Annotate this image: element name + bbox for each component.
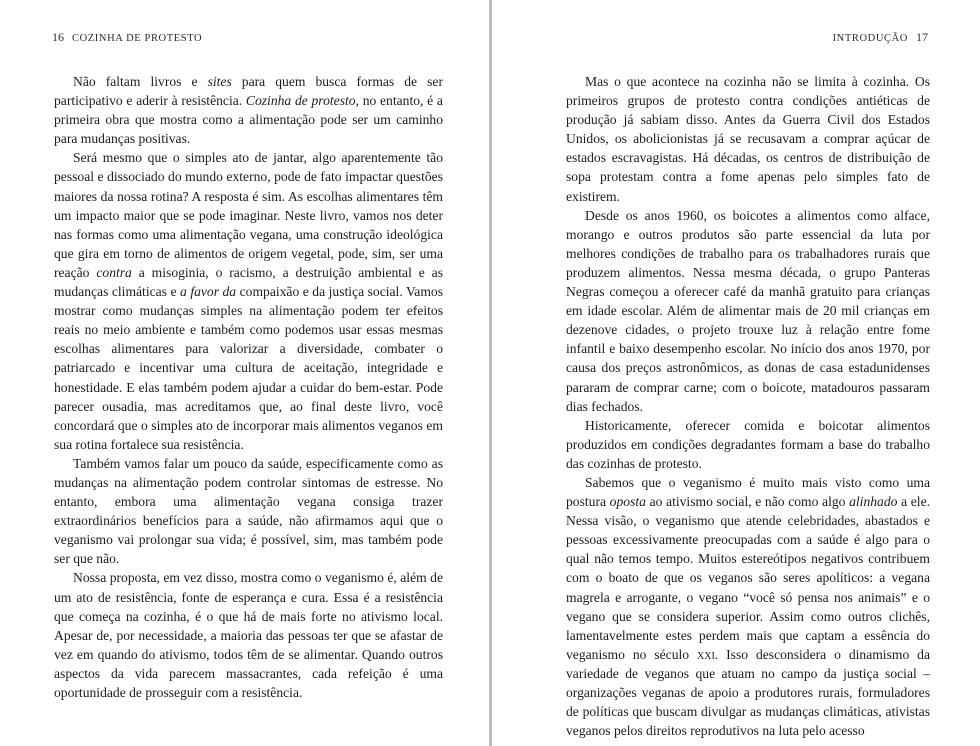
- left-page: [0, 0, 489, 746]
- paragraph: [54, 72, 443, 148]
- text-run: Sabemos que o veganismo é muito mais visto como uma postura: [566, 474, 930, 510]
- emphasis-text: alinhado: [849, 494, 898, 510]
- running-head-title-left: COZINHA DE PROTESTO: [72, 33, 203, 44]
- paragraph: [566, 72, 930, 206]
- text-run: Mas o que acontece na cozinha não se limita à cozinha. Os primeiros grupos de protesto contra condições antiéticas de produção já sabiam disso. Antes da Guerra Civil dos Estados Unidos, os abolicionistas já se recusavam a comprar açúcar de estados escravagistas. Há décadas, os centros de distribuição de sopa protestam contra a fome apenas pelo simples fato de existirem.: [566, 74, 930, 204]
- body-text-left: [54, 72, 443, 702]
- paragraph: [566, 206, 930, 416]
- page-number-right: 17: [916, 30, 928, 44]
- emphasis-text: oposta: [609, 494, 646, 510]
- text-run: a misoginia, o racismo, a destruição ambiental e as mudanças climáticas e: [54, 264, 444, 300]
- paragraph: [54, 568, 443, 702]
- emphasis-text: sites: [207, 74, 232, 89]
- body-text-right: [566, 72, 930, 740]
- right-page: [492, 0, 980, 746]
- text-run: , no entanto, é a primeira obra que mostra como a alimentação pode ser um caminho para mudanças positivas.: [54, 93, 443, 147]
- running-head-right: [833, 30, 928, 45]
- text-run: para quem busca formas de ser participativo e aderir à resistência.: [54, 74, 443, 109]
- text-run: . Isso desconsidera o dinamismo da variedade de veganos que atuam no campo da justiça social – organizações veganas de apoio a produtores rurais, formuladores de políticas que buscam divulgar as mudanças climáticas, ativistas veganos pelos direitos reprodutivos na luta pelo acesso: [566, 646, 930, 739]
- emphasis-text: a favor da: [180, 284, 237, 300]
- text-run: ao ativismo social, e não como algo: [645, 494, 850, 510]
- text-run: Não faltam livros e: [73, 74, 208, 89]
- text-run: Também vamos falar um pouco da saúde, especificamente como as mudanças na alimentação podem controlar sintomas de estresse. No entanto, embora uma alimentação vegana consiga trazer extraordinários benefícios para a saúde, não afirmamos aqui que o veganismo vai prolongar sua vida; é possível, sim, mas também pode ser que não.: [54, 455, 443, 567]
- text-run: xxi: [697, 646, 715, 662]
- paragraph: [54, 148, 443, 454]
- paragraph: [566, 416, 930, 473]
- emphasis-text: contra: [96, 264, 132, 280]
- running-head-title-right: INTRODUÇÃO: [832, 33, 908, 44]
- text-run: a ele. Nessa visão, o veganismo que atende celebridades, abastados e pessoas excessivamente preocupadas com a saúde é algo para o qual não temos tempo. Muitos estereótipos negativos contribuem com o boato de que os veganos são seres apolíticos: a vegana magrela e arrogante, o vegano “você só pensa nos animais” e o vegano que se considera superior. Assim como outros clichês, lamentavelmente estes perdem mais que captam a essência do veganismo no século: [566, 494, 930, 662]
- text-run: Historicamente, oferecer comida e boicotar alimentos produzidos em condições degradantes formam a base do trabalho das cozinhas de protesto.: [566, 417, 930, 471]
- paragraph: [566, 473, 930, 740]
- text-run: Será mesmo que o simples ato de jantar, algo aparentemente tão pessoal e dissociado do mundo externo, pode de fato impactar questões maiores da nossa rotina? A resposta é sim. As escolhas alimentares têm um impacto maior que se pode imaginar. Neste livro, vamos nos deter nas formas como uma alimentação vegana, uma construção ideológica que gira em torno de alimentos de origem vegetal, pode, sim, ser uma reação: [54, 150, 443, 280]
- paragraph: [54, 454, 443, 569]
- text-run: Nossa proposta, em vez disso, mostra como o veganismo é, além de um ato de resistência, fonte de esperança e cura. Essa é a resistência que começa na cozinha, é o que há de mais forte no ativismo local. Apesar de, por necessidade, a maioria das pessoas ter que se afastar de vez em quando do ativismo, todos têm de se alimentar. Quando outros aspectos da vida parecem massacrantes, cada refeição é uma oportunidade de prosseguir com a resistência.: [54, 570, 443, 700]
- emphasis-text: Cozinha de protesto: [245, 93, 356, 109]
- text-run: Desde os anos 1960, os boicotes a alimentos como alface, morango e outros produtos são parte essencial da luta por melhores condições de trabalho para os trabalhadores rurais que produzem alimentos. Nessa mesma década, o grupo Panteras Negras começou a oferecer café da manhã gratuito para crianças em idade escolar. Além de alimentar mais de 20 mil crianças em dezenove cidades, o projeto trouxe luz à relação entre fome infantil e baixo desempenho escolar. No início dos anos 1970, por causa dos preços astronômicos, as donas de casa estadunidenses pararam de comprar carne; com o boicote, matadouros passaram dias fechados.: [566, 207, 930, 414]
- page-number-left: 16: [52, 30, 64, 44]
- running-head-left: [52, 30, 202, 45]
- text-run: compaixão e da justiça social. Vamos mostrar como mudanças simples na alimentação podem ter efeitos reais no meio ambiente e também como podemos usar essas mesmas escolhas alimentares para valorizar a diversidade, combater o patriarcado e incentivar uma cultura de aceitação, integridade e honestidade. E elas também podem ajudar a cuidar do bem-estar. Pode parecer ousadia, mas acreditamos que, ao final deste livro, você concordará que o simples ato de incorporar mais alimentos veganos em sua rotina fortalece sua resistência.: [54, 284, 443, 452]
